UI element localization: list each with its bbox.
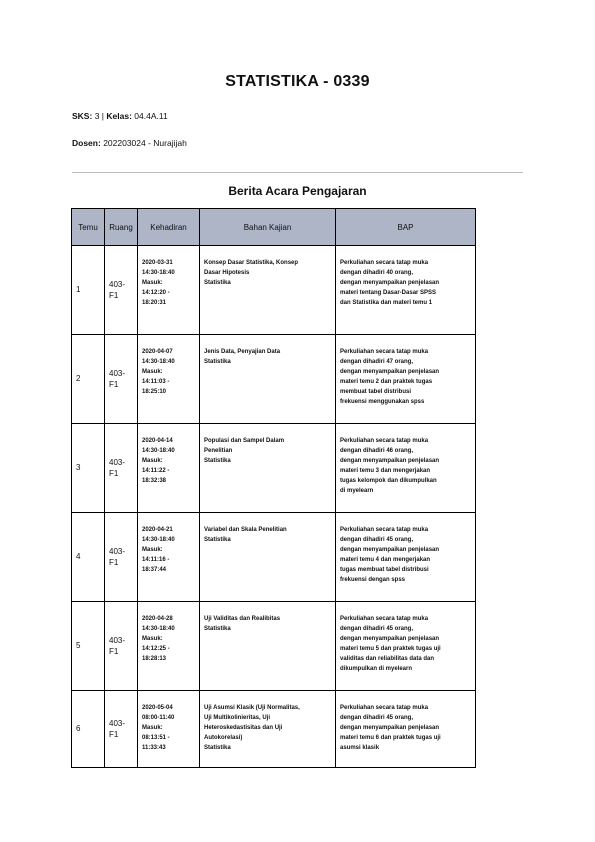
cell-bap: Perkuliahan secara tatap muka dengan dihadiri 46 orang, dengan menyampaikan penjelasan materi temu 3 dan mengerjakan tugas kelompok dan dikumpulkan di myelearn — [336, 424, 476, 513]
cell-ruang: 403- F1 — [105, 424, 138, 513]
cell-bahan-kajian: Konsep Dasar Statistika, Konsep Dasar Hipotesis Statistika — [200, 246, 336, 335]
cell-bap: Perkuliahan secara tatap muka dengan dihadiri 45 orang, dengan menyampaikan penjelasan materi temu 5 dan praktek tugas uji validitas dan reliabilitas data dan dikumpulkan di myelearn — [336, 602, 476, 691]
divider — [72, 172, 523, 173]
sks-value: 3 — [94, 111, 100, 121]
meta-separator: | — [101, 111, 105, 121]
cell-temu: 3 — [72, 424, 105, 513]
cell-ruang: 403- F1 — [105, 602, 138, 691]
cell-bap: Perkuliahan secara tatap muka dengan dihadiri 45 orang, dengan menyampaikan penjelasan materi temu 6 dan praktek tugas uji asumsi klasik — [336, 691, 476, 768]
cell-ruang: 403- F1 — [105, 691, 138, 768]
cell-temu: 6 — [72, 691, 105, 768]
cell-bahan-kajian: Uji Validitas dan Realibitas Statistika — [200, 602, 336, 691]
cell-bahan-kajian: Variabel dan Skala Penelitian Statistika — [200, 513, 336, 602]
cell-kehadiran: 2020-04-14 14:30-18:40 Masuk: 14:11:22 - 18:32:38 — [138, 424, 200, 513]
course-meta — [72, 111, 168, 121]
kelas-label: Kelas: — [106, 111, 132, 121]
cell-temu: 2 — [72, 335, 105, 424]
table-row — [72, 246, 476, 335]
header-ruang: Ruang — [105, 209, 138, 246]
cell-bap: Perkuliahan secara tatap muka dengan dihadiri 47 orang, dengan menyampaikan penjelasan materi temu 2 dan praktek tugas membuat tabel distribusi frekuensi menggunakan spss — [336, 335, 476, 424]
cell-temu: 1 — [72, 246, 105, 335]
cell-bap: Perkuliahan secara tatap muka dengan dihadiri 45 orang, dengan menyampaikan penjelasan materi temu 4 dan mengerjakan tugas membuat tabel distribusi frekuensi dengan spss — [336, 513, 476, 602]
kelas-value: 04.4A.11 — [134, 111, 168, 121]
cell-bahan-kajian: Jenis Data, Penyajian Data Statistika — [200, 335, 336, 424]
sks-label: SKS: — [72, 111, 93, 121]
table-row — [72, 602, 476, 691]
lecturer-meta — [72, 138, 187, 148]
table-row — [72, 691, 476, 768]
cell-temu: 5 — [72, 602, 105, 691]
header-bap: BAP — [336, 209, 476, 246]
cell-bahan-kajian: Uji Asumsi Klasik (Uji Normalitas, Uji Multikolinieritas, Uji Heteroskedastisitas dan Uji Autokorelasi) Statistika — [200, 691, 336, 768]
bap-table — [71, 208, 476, 768]
cell-ruang: 403- F1 — [105, 246, 138, 335]
cell-kehadiran: 2020-05-04 08:00-11:40 Masuk: 08:13:51 - 11:33:43 — [138, 691, 200, 768]
cell-ruang: 403- F1 — [105, 335, 138, 424]
table-row — [72, 424, 476, 513]
cell-ruang: 403- F1 — [105, 513, 138, 602]
cell-temu: 4 — [72, 513, 105, 602]
dosen-label: Dosen: — [72, 138, 101, 148]
cell-bap: Perkuliahan secara tatap muka dengan dihadiri 40 orang, dengan menyampaikan penjelasan materi tentang Dasar-Dasar SPSS dan Statistika dan materi temu 1 — [336, 246, 476, 335]
table-header-row — [72, 209, 476, 246]
cell-kehadiran: 2020-04-28 14:30-18:40 Masuk: 14:12:25 - 18:28:13 — [138, 602, 200, 691]
cell-kehadiran: 2020-03-31 14:30-18:40 Masuk: 14:12:20 - 18:20:31 — [138, 246, 200, 335]
dosen-value: 202203024 - Nurajijah — [103, 138, 187, 148]
header-kehadiran: Kehadiran — [138, 209, 200, 246]
cell-kehadiran: 2020-04-21 14:30-18:40 Masuk: 14:11:16 - 18:37:44 — [138, 513, 200, 602]
table-row — [72, 335, 476, 424]
header-bahan-kajian: Bahan Kajian — [200, 209, 336, 246]
section-title: Berita Acara Pengajaran — [228, 184, 367, 198]
table-row — [72, 513, 476, 602]
page-title: STATISTIKA - 0339 — [225, 73, 370, 90]
cell-kehadiran: 2020-04-07 14:30-18:40 Masuk: 14:11:03 - 18:25:10 — [138, 335, 200, 424]
cell-bahan-kajian: Populasi dan Sampel Dalam Penelitian Statistika — [200, 424, 336, 513]
header-temu: Temu — [72, 209, 105, 246]
